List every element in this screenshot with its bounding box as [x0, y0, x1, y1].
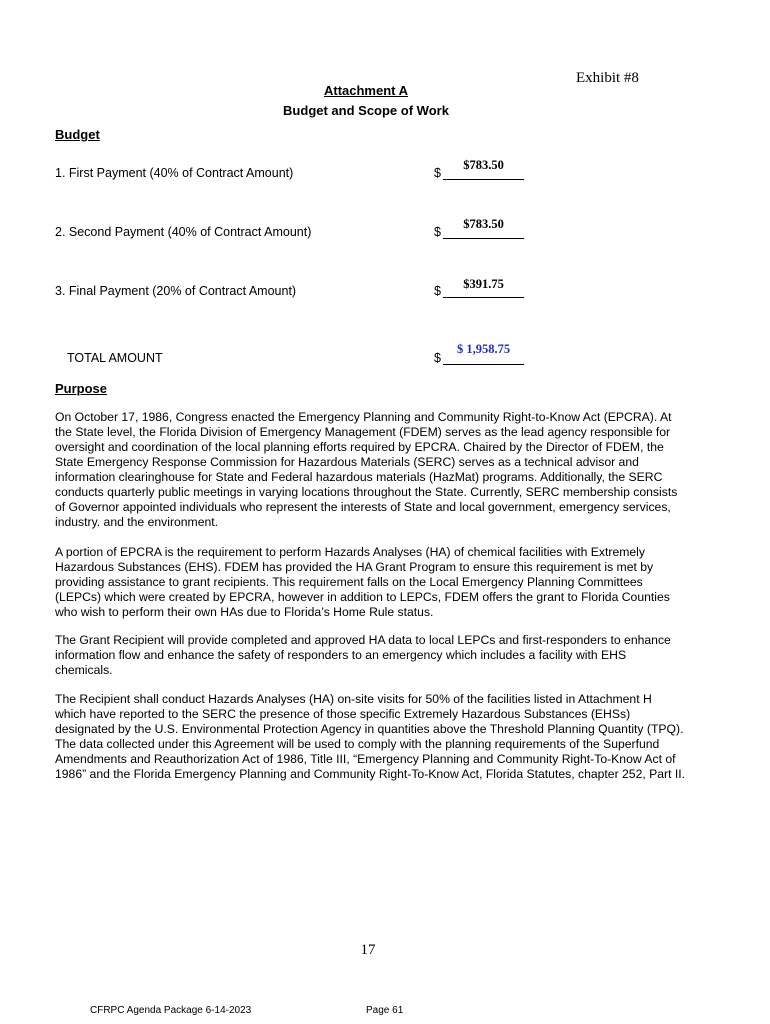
- payment-2-label: 2. Second Payment (40% of Contract Amount): [55, 225, 312, 239]
- purpose-paragraph-4: The Recipient shall conduct Hazards Analyses (HA) on-site visits for 50% of the facilities listed in Attachment H which have reported to the SERC the presence of those specific Extremely Hazardous Substances (EHSs) designated by the U.S. Environmental Protection Agency in quantities above the Threshold Planning Quantity (TPQ). The data collected under this Agreement will be used to comply with the planning requirements of the Superfund Amendments and Reauthorization Act of 1986, Title III, “Emergency Planning and Community Right-To-Know Act of 1986” and the Florida Emergency Planning and Community Right-To-Know Act, Florida Statutes, chapter 252, Part II.: [55, 692, 686, 781]
- document-title: Attachment A: [323, 83, 409, 98]
- payment-1-line: [443, 179, 524, 180]
- purpose-paragraph-3: The Grant Recipient will provide completed and approved HA data to local LEPCs and first-responders to enhance information flow and enhance the safety of responders to an emergency which includes a facility with EHS chemicals.: [55, 633, 671, 677]
- exhibit-label: Exhibit #8: [576, 70, 639, 86]
- payment-3-label: 3. Final Payment (20% of Contract Amount): [55, 284, 297, 298]
- purpose-paragraph-2: A portion of EPCRA is the requirement to perform Hazards Analyses (HA) of chemical facilities with Extremely Hazardous Substances (EHS). FDEM has provided the HA Grant Program to ensure this requirement is met by providing assistance to grant recipients. This requirement falls on the Local Emergency Planning Committees (LEPCs) which were created by EPCRA, however in addition to LEPCs, FDEM offers the grant to Florida Counties who wish to perform their own HAs due to Florida’s Home Rule status.: [55, 545, 670, 619]
- payment-2-amount: $783.50: [463, 217, 504, 231]
- footer-agenda-label: CFRPC Agenda Package 6-14-2023: [90, 1005, 252, 1016]
- document-subtitle: Budget and Scope of Work: [283, 103, 449, 118]
- total-line: [443, 364, 524, 365]
- payment-2-line: [443, 238, 524, 239]
- footer-page-label: Page 61: [366, 1005, 404, 1016]
- total-amount: $ 1,958.75: [456, 342, 511, 356]
- purpose-paragraph-1: On October 17, 1986, Congress enacted the Emergency Planning and Community Right-to-Know Act (EPCRA). At the State level, the Florida Division of Emergency Management (FDEM) serves as the lead agency responsible for oversight and coordination of the local planning efforts required by EPCRA. Chaired by the Director of FDEM, the State Emergency Response Commission for Hazardous Materials (SERC) serves as a technical advisor and information clearinghouse for State and Federal hazardous materials (HazMat) programs. Additionally, the SERC conducts quarterly public meetings in varying locations throughout the State. Currently, SERC membership consists of Governor appointed individuals who represent the interests of State and local government, emergency services, industry. and the environment.: [55, 410, 678, 529]
- payment-3-line: [443, 297, 524, 298]
- payment-3-amount: $391.75: [463, 277, 504, 291]
- payment-1-amount: $783.50: [463, 158, 504, 172]
- payment-2-currency: $: [434, 225, 441, 239]
- payment-1-currency: $: [434, 166, 441, 180]
- payment-3-currency: $: [434, 284, 441, 298]
- total-currency: $: [434, 351, 441, 365]
- payment-1-label: 1. First Payment (40% of Contract Amount): [55, 166, 294, 180]
- page-number: 17: [360, 942, 376, 958]
- budget-heading: Budget: [55, 127, 100, 142]
- total-label: TOTAL AMOUNT: [67, 351, 163, 365]
- purpose-heading: Purpose: [55, 381, 108, 396]
